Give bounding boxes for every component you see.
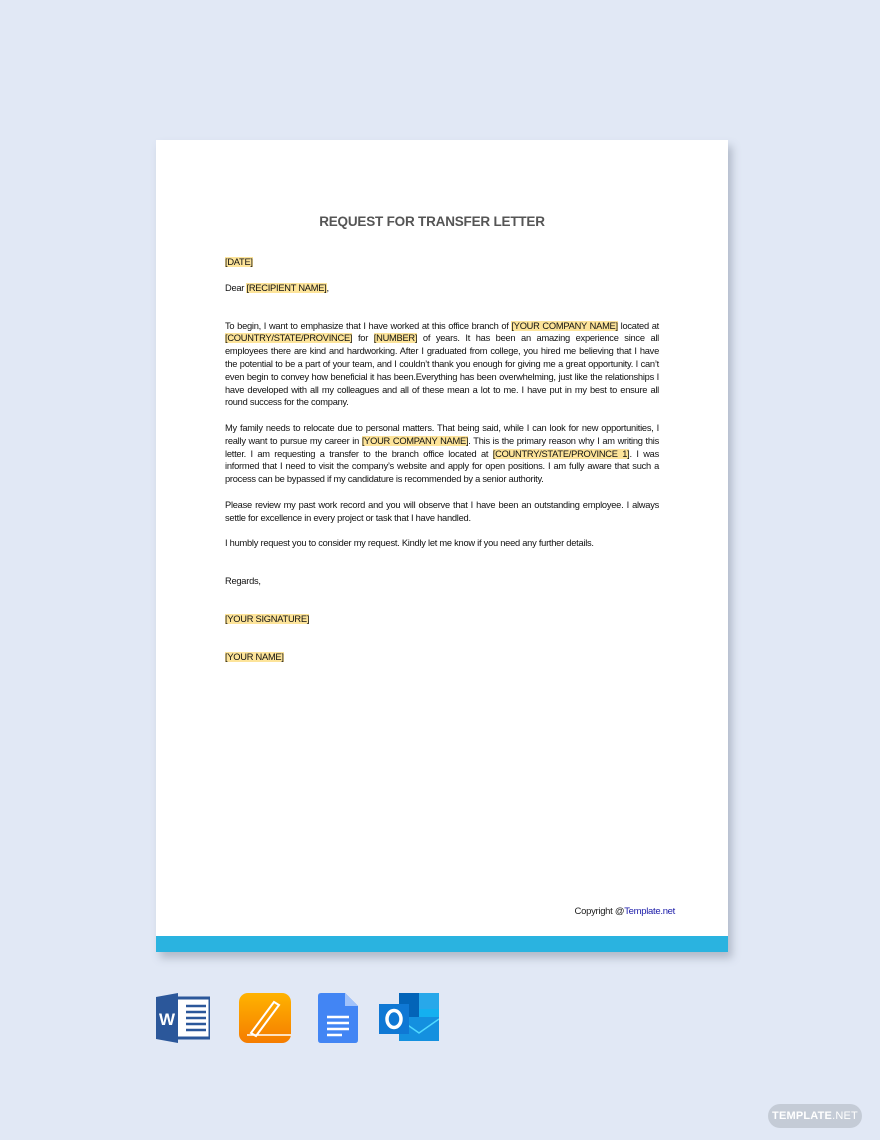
number-placeholder: [NUMBER] [373, 333, 418, 344]
name-placeholder: [YOUR NAME] [225, 651, 284, 662]
badge-thin-text: .NET [832, 1110, 858, 1122]
text: for [352, 333, 374, 344]
template-net-badge[interactable] [768, 1104, 862, 1128]
paragraph-4: I humbly request you to consider my request. Kindly let me know if you need any further details. [225, 538, 594, 549]
salutation [225, 282, 659, 295]
text: To begin, I want to emphasize that I have worked at this office branch of [225, 320, 512, 331]
footer-accent-bar [156, 936, 728, 952]
outlook-icon[interactable] [379, 993, 439, 1043]
text: located at [617, 320, 659, 331]
text: My family needs to relocate due to personal matters. That being said, while I can look for new opportunities, I really want to pursue my career in [225, 422, 659, 446]
salutation-text: Dear [225, 282, 247, 293]
google-docs-icon[interactable] [318, 993, 358, 1043]
location-placeholder: [COUNTRY/STATE/PROVINCE] [225, 333, 353, 344]
letter-title: REQUEST FOR TRANSFER LETTER [319, 214, 545, 229]
location-placeholder: [COUNTRY/STATE/PROVINCE 1] [492, 448, 630, 459]
recipient-placeholder: [RECIPIENT NAME] [246, 282, 327, 293]
paragraph-3: Please review my past work record and you will observe that I have been an outstanding employee. I always settle for excellence in every project or task that I have handled. [225, 499, 659, 523]
svg-text:W: W [159, 1010, 176, 1029]
text: . I was informed that I need to visit the company’s website and apply for open positions. I am fully aware that such a process can be bypassed if my candidature is recommended by a senior authority. [225, 448, 659, 485]
paragraph-2 [225, 422, 659, 486]
date-placeholder: [DATE] [225, 257, 253, 267]
company-placeholder: [YOUR COMPANY NAME] [511, 320, 618, 331]
paragraph-1 [225, 320, 659, 410]
salutation-comma: , [326, 282, 329, 293]
letter-body [225, 256, 659, 663]
word-icon[interactable] [156, 993, 210, 1043]
closing: Regards, [225, 575, 261, 586]
letter-page [156, 140, 728, 952]
copyright-link[interactable]: Template.net [624, 906, 675, 917]
text: of years. It has been an amazing experience since all employees there are kind and hardworking. After I graduated from college, you hired me believing that I have the potential to be a part of your team, and I couldn’t thank you enough for giving me a great opportunity. I can’t even begin to convey how beneficial it has been.Everything has been overwhelming, just like the relationships I have developed with all my colleagues and all of these mean a lot to me. I have put in my best to ensure all round success for the company. [225, 333, 659, 408]
signature-placeholder: [YOUR SIGNATURE] [225, 613, 310, 624]
copyright [575, 906, 675, 917]
copyright-text: Copyright @ [574, 906, 625, 917]
company-placeholder: [YOUR COMPANY NAME] [361, 435, 469, 446]
text: . This is the primary reason why I am writing this letter. I am requesting a transfer to the branch office located at [225, 435, 659, 459]
badge-bold-text: TEMPLATE [772, 1110, 833, 1122]
pages-icon[interactable] [239, 993, 291, 1043]
